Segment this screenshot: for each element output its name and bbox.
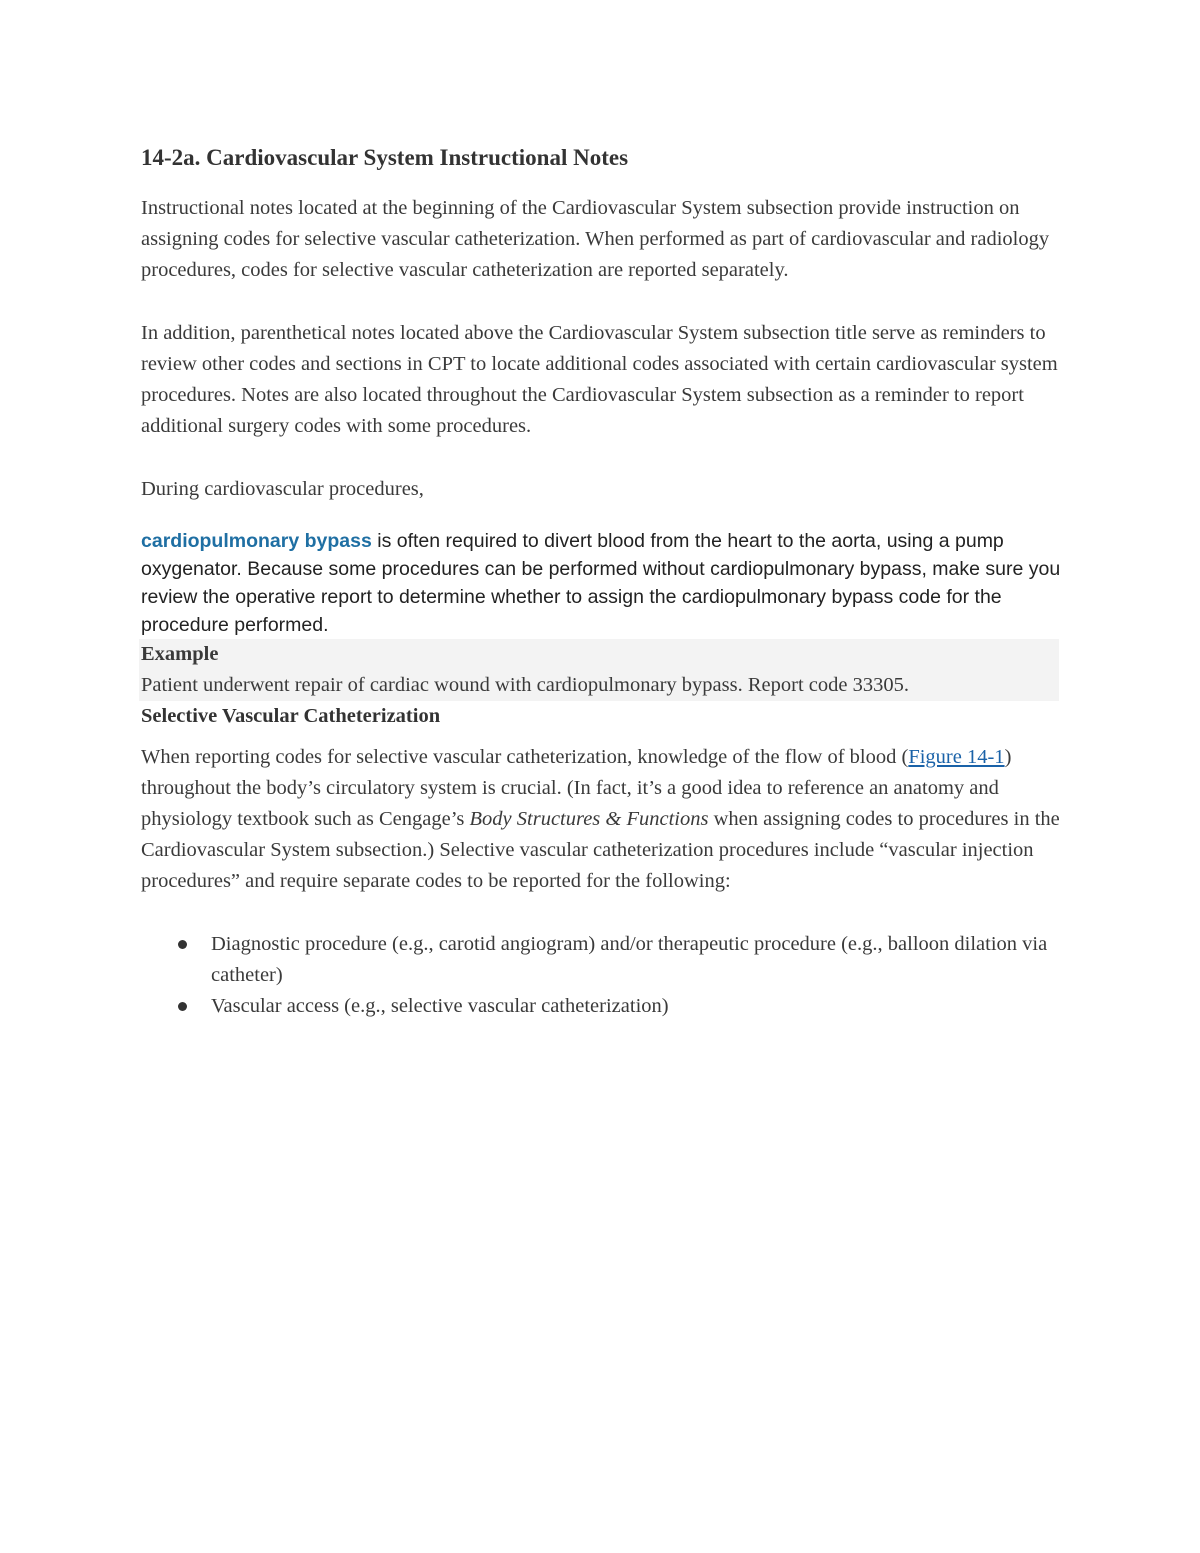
bullet-list [141, 929, 1061, 1022]
bullet-icon [178, 1002, 187, 1011]
figure-link[interactable]: Figure 14-1 [908, 746, 1005, 768]
parenthetical-notes-paragraph: In addition, parenthetical notes located above the Cardiovascular System subsection title serve as reminders to review other codes and sections in CPT to locate additional codes associated with certain cardiovascular system procedures. Notes are also located throughout the Cardiovascular System subsection as a reminder to report additional surgery codes with some procedures. [141, 322, 1058, 437]
list-item [211, 991, 1061, 1022]
intro-paragraph: Instructional notes located at the beginning of the Cardiovascular System subsection provide instruction on assigning codes for selective vascular catheterization. When performed as part of cardiovascular and radiology procedures, codes for selective vascular catheterization are reported separately. [141, 197, 1050, 281]
book-title: Body Structures & Functions [469, 808, 709, 830]
bypass-paragraph [141, 527, 1061, 639]
list-item [211, 929, 1061, 991]
glossary-term[interactable]: cardiopulmonary bypass [141, 530, 372, 552]
document-page [141, 140, 1061, 1022]
example-label: Example [141, 643, 219, 665]
bullet-icon [178, 940, 187, 949]
catheterization-text-1: When reporting codes for selective vascular catheterization, knowledge of the flow of blood ( [141, 746, 909, 768]
catheterization-text-2: ) throughout the body’s circulatory system is crucial. (In fact, it’s a good idea to reference an anatomy and physiology textbook such as Cengage’s [141, 746, 1012, 830]
bypass-text: is often required to divert blood from the heart to the aorta, using a pump oxygenator. Because some procedures can be performed without cardiopulmonary bypass, make sure you review the operative report to determine whether to assign the cardiopulmonary bypass code for the procedure performed. [141, 530, 1061, 636]
section-heading: 14-2a. Cardiovascular System Instructional Notes [141, 145, 629, 170]
catheterization-paragraph [141, 742, 1061, 897]
example-box [139, 639, 1059, 701]
catheterization-text-3: when assigning codes to procedures in the Cardiovascular System subsection.) Selective vascular catheterization procedures include “vascular injection procedures” and require separate codes to be reported for the following: [141, 808, 1060, 892]
subsection-heading: Selective Vascular Catheterization [141, 705, 441, 727]
procedures-lead-paragraph: During cardiovascular procedures, [141, 478, 424, 500]
example-text: Patient underwent repair of cardiac wound with cardiopulmonary bypass. Report code 33305. [141, 674, 909, 696]
list-item-text: Diagnostic procedure (e.g., carotid angiogram) and/or therapeutic procedure (e.g., balloon dilation via catheter) [211, 933, 1048, 986]
list-item-text: Vascular access (e.g., selective vascular catheterization) [211, 995, 669, 1017]
